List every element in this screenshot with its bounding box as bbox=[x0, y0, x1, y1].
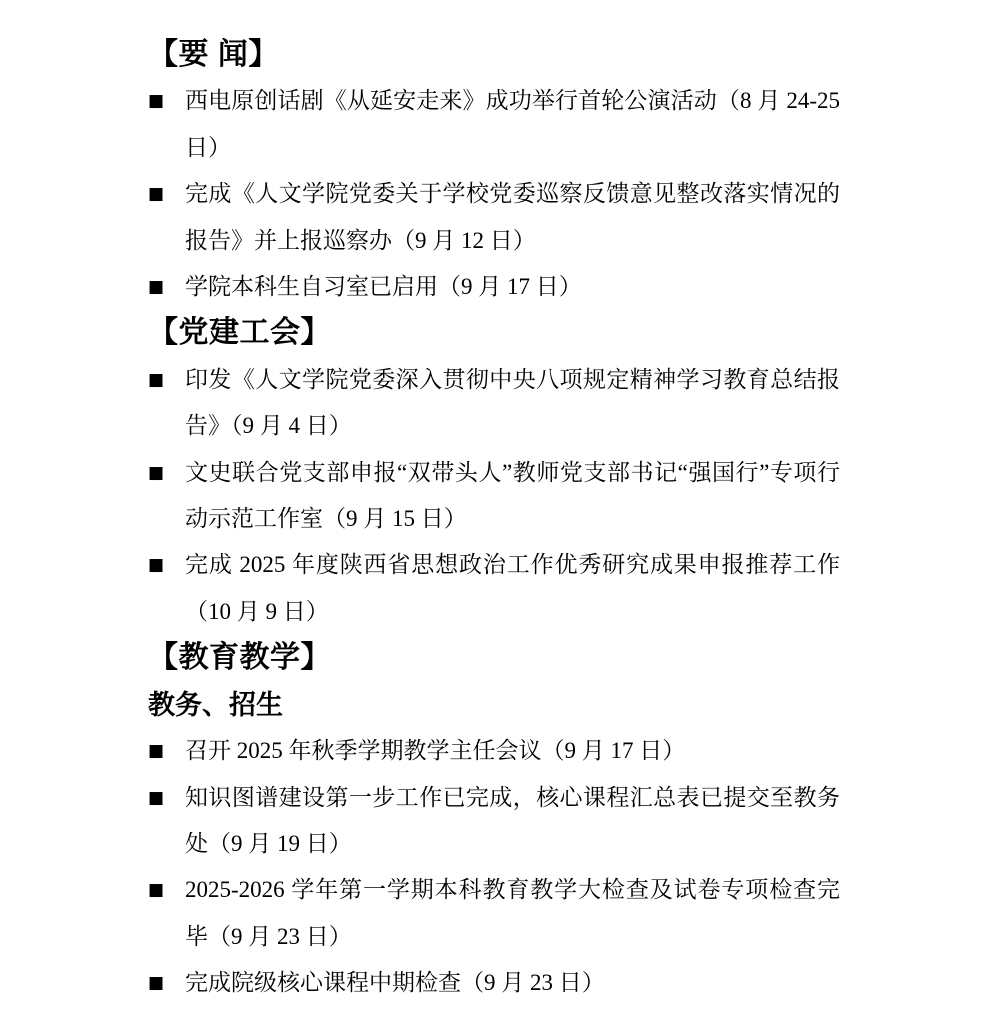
bullet-square-icon: ■ bbox=[148, 973, 165, 994]
bullet-square-icon: ■ bbox=[148, 741, 165, 762]
list-item bbox=[148, 450, 840, 543]
bullet-square-icon: ■ bbox=[148, 184, 165, 205]
list-item-text: 知识图谱建设第一步工作已完成，核心课程汇总表已提交至教务处（9 月 19 日） bbox=[185, 784, 840, 856]
list-item-text: 完成《人文学院党委关于学校党委巡察反馈意见整改落实情况的报告》并上报巡察办（9 月 12 日） bbox=[185, 181, 840, 253]
list-item bbox=[148, 867, 840, 960]
subsection-heading: 教务、招生 bbox=[148, 689, 283, 720]
list-item-text: 西电原创话剧《从延安走来》成功举行首轮公演活动（8 月 24-25 日） bbox=[185, 88, 840, 160]
list-item-text: 召开 2025 年秋季学期教学主任会议（9 月 17 日） bbox=[185, 738, 686, 764]
bullet-square-icon: ■ bbox=[148, 369, 165, 390]
list-item bbox=[148, 960, 840, 1006]
list-item-text: 完成院级核心课程中期检查（9 月 23 日） bbox=[185, 970, 605, 996]
bullet-square-icon: ■ bbox=[148, 787, 165, 808]
section-heading: 【教育教学】 bbox=[148, 641, 331, 675]
list-item bbox=[148, 264, 840, 310]
list-item bbox=[148, 728, 840, 774]
list-item bbox=[148, 171, 840, 264]
bullet-square-icon: ■ bbox=[148, 277, 165, 298]
section-heading: 【要 闻】 bbox=[148, 38, 279, 71]
list-item-text: 学院本科生自习室已启用（9 月 17 日） bbox=[185, 274, 582, 300]
list-item bbox=[148, 775, 840, 868]
section-heading: 【党建工会】 bbox=[148, 316, 331, 350]
list-item-text: 文史联合党支部申报“双带头人”教师党支部书记“强国行”专项行动示范工作室（9 月 15 日） bbox=[185, 459, 840, 532]
list-item bbox=[148, 542, 840, 635]
bullet-square-icon: ■ bbox=[148, 462, 165, 483]
bullet-square-icon: ■ bbox=[148, 555, 165, 576]
bullet-square-icon: ■ bbox=[148, 91, 165, 112]
list-item-text: 印发《人文学院党委深入贯彻中央八项规定精神学习教育总结报告》（9 月 4 日） bbox=[185, 366, 840, 439]
list-item bbox=[148, 78, 840, 171]
list-item-text: 2025-2026 学年第一学期本科教育教学大检查及试卷专项检查完毕（9 月 23 日） bbox=[185, 877, 840, 949]
list-item-text: 完成 2025 年度陕西省思想政治工作优秀研究成果申报推荐工作（10 月 9 日） bbox=[185, 552, 840, 624]
list-item bbox=[148, 357, 840, 450]
bullet-square-icon: ■ bbox=[148, 880, 165, 901]
